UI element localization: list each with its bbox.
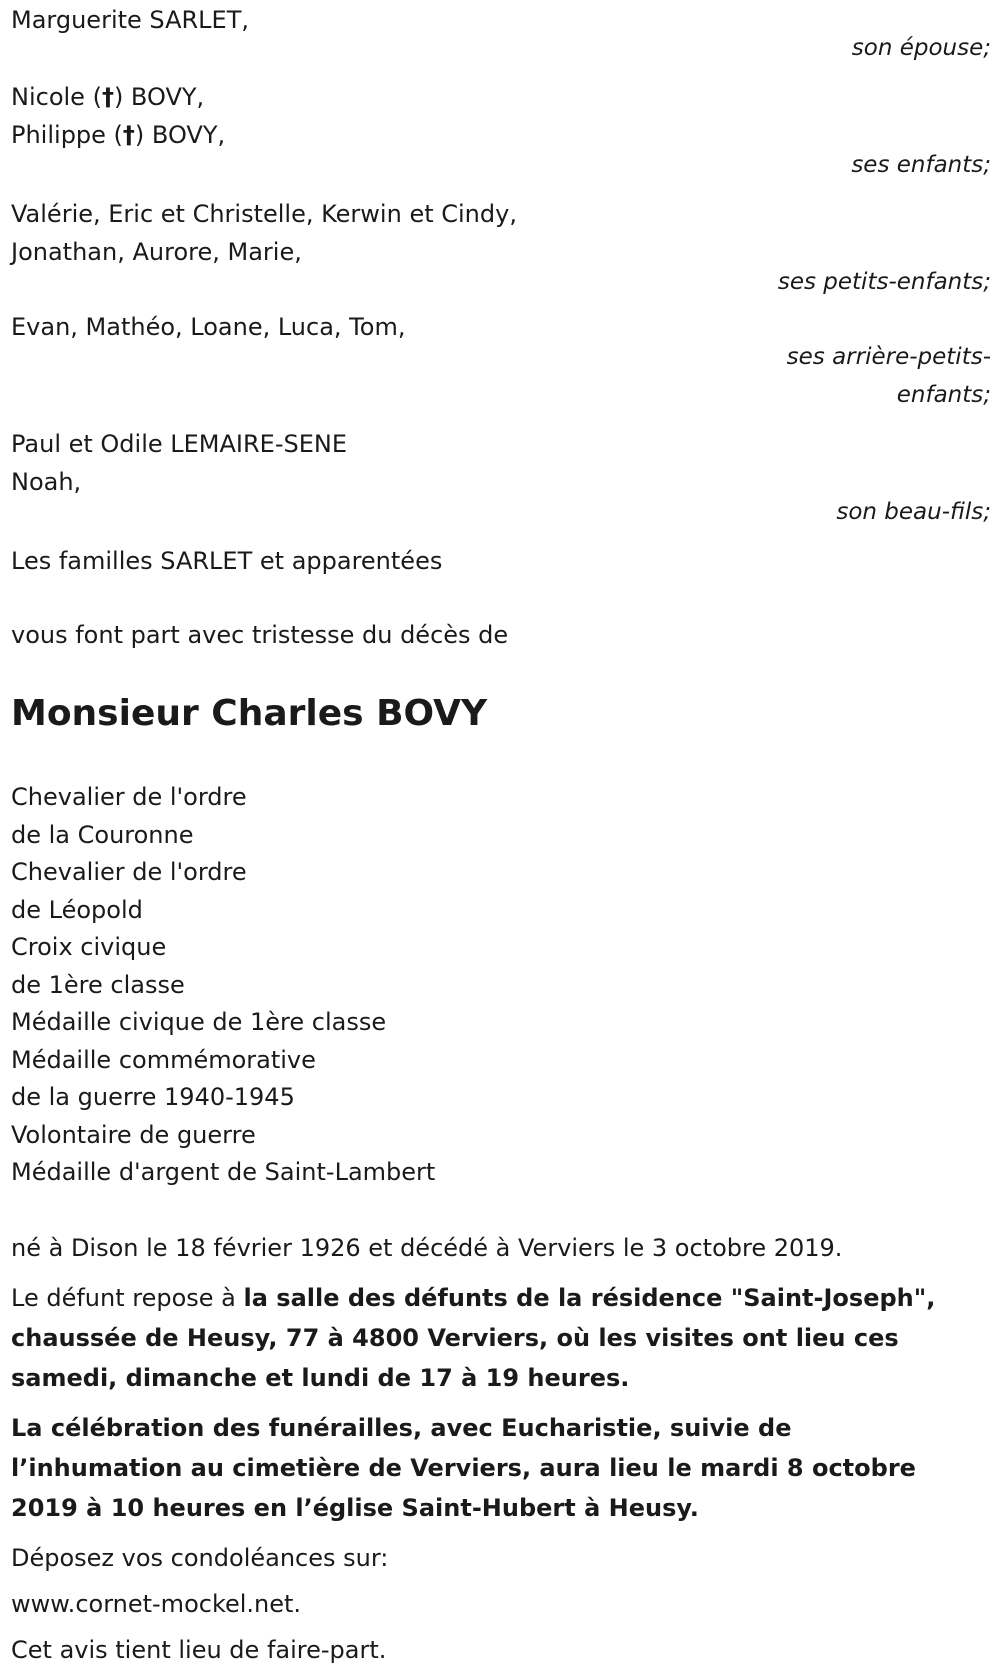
family-name-line: Valérie, Eric et Christelle, Kerwin et Cindy, bbox=[11, 200, 517, 228]
family-role: ses enfants; bbox=[851, 152, 991, 178]
family-role: ses petits-enfants; bbox=[777, 269, 991, 295]
deceased-name: Monsieur Charles BOVY bbox=[11, 693, 488, 734]
condolences-label: Déposez vos condoléances sur: bbox=[11, 1543, 389, 1572]
honour-item: Médaille commémorative bbox=[11, 1045, 316, 1074]
honour-item: de 1ère classe bbox=[11, 970, 185, 999]
rest-paragraph bbox=[11, 1278, 941, 1398]
deceased-cross-icon: † bbox=[122, 121, 135, 149]
honour-item: de la Couronne bbox=[11, 820, 194, 849]
families-line: Les familles SARLET et apparentées bbox=[11, 547, 443, 575]
honour-item: de la guerre 1940-1945 bbox=[11, 1083, 295, 1111]
family-great-grandchildren bbox=[11, 307, 991, 414]
honour-item: Chevalier de l'ordre bbox=[11, 783, 247, 811]
notice-line: Cet avis tient lieu de faire-part. bbox=[11, 1635, 387, 1664]
rest-intro: Le défunt repose à bbox=[11, 1283, 244, 1312]
honour-item: de Léopold bbox=[11, 895, 143, 924]
honour-item: Croix civique bbox=[11, 933, 167, 961]
honour-item: Médaille d'argent de Saint-Lambert bbox=[11, 1158, 436, 1186]
family-role: son beau-fils; bbox=[836, 499, 991, 525]
funeral-paragraph: La célébration des funérailles, avec Eucharistie, suivie de l’inhumation au cimetière de Verviers, aura lieu le mardi 8 octobre 2019 à 10 heures en l’église Saint-Hubert à Heusy. bbox=[11, 1413, 916, 1522]
family-name-line: Nicole (†) BOVY, bbox=[11, 83, 205, 111]
rest-details: la salle des défunts de la résidence "Saint-Joseph", chaussée de Heusy, 77 à 4800 Verviers, où les visites ont lieu ces samedi, dimanche et lundi de 17 à 19 heures. bbox=[11, 1283, 936, 1392]
deceased-cross-icon: † bbox=[101, 83, 114, 111]
birth-death-line: né à Dison le 18 février 1926 et décédé à Verviers le 3 octobre 2019. bbox=[11, 1233, 843, 1262]
honour-item: Volontaire de guerre bbox=[11, 1120, 256, 1149]
family-name-line: Noah, bbox=[11, 468, 82, 496]
family-name-line: Philippe (†) BOVY, bbox=[11, 121, 226, 149]
family-role: enfants; bbox=[896, 382, 991, 408]
family-stepson bbox=[11, 424, 991, 531]
obituary-notice bbox=[11, 0, 991, 1680]
announcement-line: vous font part avec tristesse du décès de bbox=[11, 621, 509, 649]
condolences-link[interactable]: www.cornet-mockel.net. bbox=[11, 1589, 302, 1618]
family-role: ses arrière-petits- bbox=[786, 344, 991, 370]
family-children bbox=[11, 77, 991, 184]
family-name-line: Paul et Odile LEMAIRE-SENE bbox=[11, 430, 348, 458]
honour-item: Chevalier de l'ordre bbox=[11, 858, 247, 886]
family-spouse bbox=[11, 0, 991, 67]
family-name-line: Marguerite SARLET, bbox=[11, 6, 250, 34]
family-name-line: Jonathan, Aurore, Marie, bbox=[11, 238, 302, 266]
honours-list bbox=[11, 779, 991, 1192]
family-role: son épouse; bbox=[851, 35, 991, 61]
honour-item: Médaille civique de 1ère classe bbox=[11, 1008, 387, 1036]
family-name-line: Evan, Mathéo, Loane, Luca, Tom, bbox=[11, 313, 406, 341]
family-grandchildren bbox=[11, 194, 991, 301]
